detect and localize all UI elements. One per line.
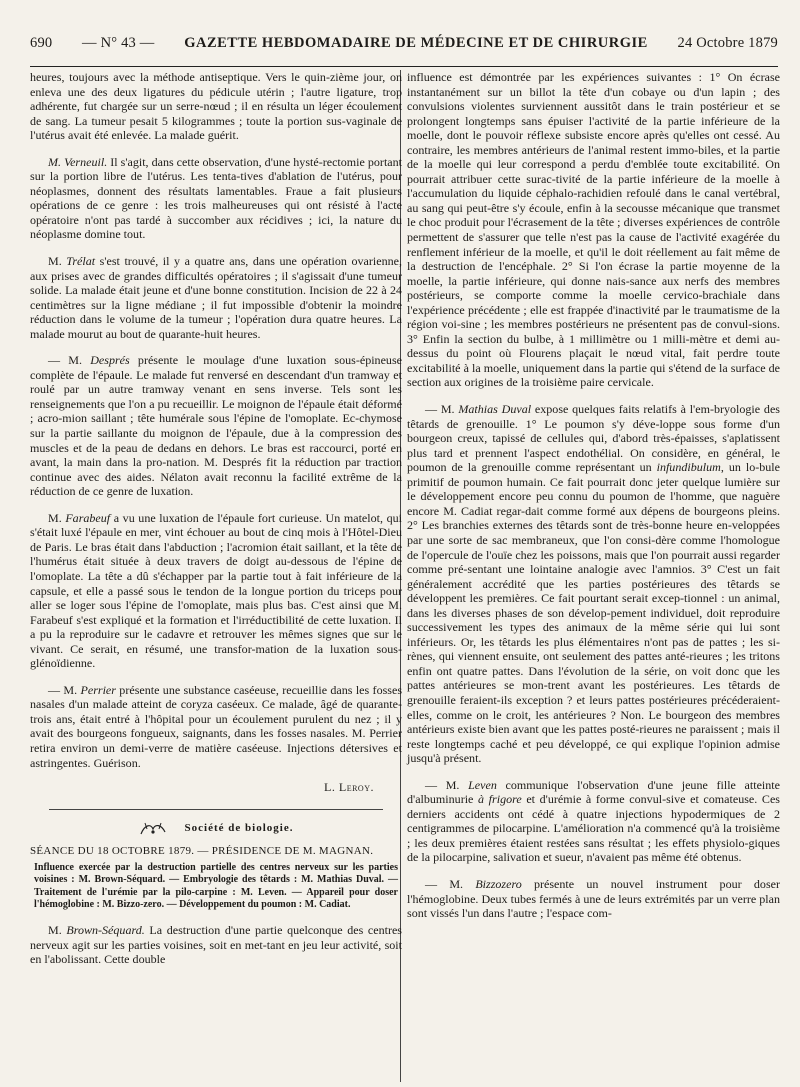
paragraph-text: présente le moulage d'une luxation sous-épineuse complète de l'épaule. Le malade fut renversé en descendant d'un tramway et roulé par un autre tramway venant en sens inverse. Tels sont les renseignements que l'on a pu recueillir. Le moignon de l'épaule était déformé ; acro-mion saillant ; tête humérale sous l'épine de l'omoplate. Ec-chymose sur la partie saillante du moignon de l'épaule, due à la compression des muscles et de la peau de dedans en dehors. Le bras est raccourci, porté en avant, la main dans la pro-nation. M. Després fit la réduction par traction continue avec des aides. Nélaton avait reconnu la facilité extrême de la réduction de ce genre de luxation. [30, 353, 402, 499]
page-number: 690 [30, 35, 53, 51]
signature: L. Leroy. [323, 780, 374, 795]
speaker-name: Brown-Séquard. [66, 922, 145, 937]
right-column [407, 70, 780, 921]
speaker-name: Trélat [66, 254, 96, 269]
speaker-name: Farabeuf [65, 510, 111, 525]
speaker-name: Leven [468, 777, 497, 792]
prefix: — M. [425, 402, 459, 417]
issue-number: — N° 43 — [82, 35, 155, 51]
paragraph: heures, toujours avec la méthode antiseptique. Vers le quin-zième jour, on enleva une des deux ligatures du pédicule utérin ; l'autre ligature, trop adhérente, fut chargée sur un serre-nœud ; il en résulta un léger écoulement de sang. La tumeur pesait 5 kilogrammes ; toute la portion sus-vaginale de l'utérus avait été enlevée. La malade guérit. [30, 70, 402, 143]
speaker-name: Perrier [80, 682, 116, 697]
prefix: — M. [48, 682, 81, 697]
paragraph [407, 778, 780, 865]
issue-date: 24 Octobre 1879 [677, 35, 778, 51]
paragraph [30, 254, 402, 341]
paragraph [407, 877, 780, 921]
session-line: SÉANCE DU 18 OCTOBRE 1879. — PRÉSIDENCE DE M. MAGNAN. [30, 844, 374, 857]
paragraph-text: s'est trouvé, il y a quatre ans, dans une opération ovarienne, aux prises avec de grandes difficultés opératoires ; il s'agissait d'une tumeur solide. La malade était jeune et d'une bonne constitution. Incision de 22 à 24 centimètres sur la ligne médiane ; il fut impossible d'obtenir la moindre réduction dans le volume de la tumeur ; l'opération dura quatre heures. La malade mourut au bout de quarante-huit heures. [30, 254, 402, 341]
paragraph [30, 511, 402, 671]
paragraph-text: expose quelques faits relatifs à l'em-bryologie des têtards de grenouille. 1° Le poumon s'y déve-loppe sous forme d'un bourgeon creux, tapissé de cellules qui, d'abord très-épaisses, s'aplatissent plus tard et prennent l'aspect endothélial. On considère, en général, le poumon de la grenouille comme représentant un [407, 402, 780, 475]
paragraph-text: , un lo-bule primitif de poumon humain. Ce fait pourrait donc jeter quelque lumière sur le développement encore peu connu du poumon de l'homme, que naguère encore M. Cadiat regar-dait comme formé aux dépens de bourgeons pleins. 2° Les branchies externes des têtards sont de très-bonne heure en-veloppées par une sorte de sac membraneux, que l'on consi-dère comme l'homologue de l'opercule de l'ouïe chez les poissons, mais que l'on pourrait aussi regarder comme pré-sentant une lointaine analogie avec l'amnios. 3° C'est un fait généralement accrédité que les parties postérieures des têtards se développent les premières. Ce fait pourtant serait excep-tionnel : un animal, dans les diverses phases de son dévelop-pement individuel, doit reproduire successivement les types des animaux de la même série qui lui sont inférieurs. Or, les têtards les plus élémentaires n'ont pas de pattes ; les si-rènes, qui viennent ensuite, ont seulement des pattes anté-rieures ; les tritons enfin ont quatre pattes. Dans l'évolution de la série, on voit donc que les pattes antérieures se mon-trent avant les postérieures. Les têtards de grenouille feraient-ils exception ? et leurs pattes postérieures précéderaient-elles, comme on le croit, les antérieures ? Non. Le bourgeon des membres antérieurs existe bien avant que les pattes posté-rieures ne paraissent ; mais il reste longtemps caché et peu développé, ce qui explique l'opinion admise jusqu'à présent. [407, 460, 780, 766]
prefix: — M. [425, 876, 476, 891]
paragraph-text: a vu une luxation de l'épaule fort curieuse. Un matelot, qui s'était luxé l'épaule en mer, vint échouer au bout de cinq mois à l'Hôtel-Dieu de Paris. Le bras était dans l'abduction ; l'acromion était saillant, et la tête de l'humérus était située à deux travers de doigt au-dessous de l'épine de l'omoplate. La tête a dû s'échapper par la partie tout à fait inférieure de la capsule, et elle a passé sous le tendon de la longue portion du triceps pour aller se loger sous l'épine de l'omoplate, mais plus bas. C'est ainsi que M. Farabeuf s'est expliqué et la formation et l'irréductibilité de cette luxation. Il a pu la reproduire sur le cadavre et retrouver les mêmes signes que sur le vivant. Ce serait, en résumé, une transfor-mation de la luxation sous-glénoïdienne. [30, 510, 402, 671]
prefix: M. [48, 510, 66, 525]
page-header [30, 35, 778, 57]
paragraph-text: présente un nouvel instrument pour doser l'hémoglobine. Deux tubes fermés à une de leurs extrémités par un verre plan sont vissés l'un dans l'autre ; l'espace com- [407, 876, 780, 921]
paragraph-text: et d'urémie à forme convul-sive et comateuse. Ces derniers accidents ont cédé à quatre injections hypodermiques de 2 centigrammes de pilocarpine. L'amélioration n'a commencé qu'à la troisième ; les deux premières étaient restées sans résultat ; les effets physiolo-giques de la pilocarpine, salivation et sueur, n'avaient pas même été obtenus. [407, 792, 780, 865]
speaker-name: M. Verneuil. [48, 154, 108, 169]
section-header [30, 820, 402, 838]
emphasis: infundibulum [656, 460, 721, 475]
left-column [30, 70, 402, 967]
prefix: — M. [425, 777, 469, 792]
paragraph [30, 923, 402, 967]
paragraph-text: présente une substance caséeuse, recueillie dans les fosses nasales d'un malade atteint de coryza caséeux. Ce malade, âgé de quarante-trois ans, était entré à l'hôpital pour un écoulement purulent du nez ; il y avait des bourgeons fongueux, saignants, dans les fosses nasales. M. Perrier retira environ un demi-verre de matière caséeuse. Injections détersives et astringentes. Guérison. [30, 682, 403, 770]
journal-title: GAZETTE HEBDOMADAIRE DE MÉDECINE ET DE CHIRURGIE [184, 35, 648, 51]
session-summary: Influence exercée par la destruction partielle des centres nerveux sur les parties voisines : M. Brown-Séquard. — Embryologie des têtards : M. Mathias Duval. — Traitement de l'urémie par la pilo-carpine : M. Leven. — Appareil pour doser l'hémoglobine : M. Bizzo-zero. — Développement du poumon : M. Cadiat. [34, 862, 398, 910]
speaker-name: Mathias Duval [458, 402, 532, 417]
paragraph-text: communique l'observation d'une jeune fille atteinte d'albuminurie [407, 777, 780, 807]
prefix: M. [48, 922, 67, 937]
paragraph [30, 155, 402, 242]
prefix: — M. [48, 353, 91, 368]
paragraph: influence est démontrée par les expériences suivantes : 1° On écrase instantanément sur un billot la tête d'un cobaye ou d'un lapin ; des convulsions violentes surviennent aussitôt dans le train postérieur et se prolongent longtemps sans épuiser l'activité de la partie inférieure de la moelle, dont le pouvoir réflexe subsiste encore après qu'elles ont cessé. Au contraire, les membres antérieurs de l'animal restent immo-biles, et la partie de la moelle qui leur correspond a perdu d'emblée toute excitabilité. On pourrait attribuer cette surac-tivité de la partie inférieure de la moelle à l'accumulation du liquide céphalo-rachidien refoulé dans le canal vertébral, au sang qui peut-être s'y écoule, enfin à la secousse mécanique que transmet le choc produit pour l'écrasement de la tête ; diverses expériences de contrôle permettent de s'assurer que telle n'est pas la cause de l'activité exagérée du renflement inférieur de la moelle, et qu'il le doit réellement au fait même de la destruction de l'encéphale. 2° Si l'on écrase la partie moyenne de la moelle, la partie inférieure, qui donne nais-sance aux nerfs des membres postérieurs, se comporte comme la moelle cervico-brachiale dans l'expérience précédente ; elle est frappée d'inactivité par le traumatisme de la région voi-sine ; les membres postérieurs ne présentent pas de convul-sions. 3° Enfin la section du bulbe, à 1 millimètre ou 1 milli-mètre et demi au-dessus du point où Flourens plaçait le nœud vital, fait perdre toute excitabilité à la moelle, uniquement dans la partie qui s'étend de la surface de section aux origines de la troisième paire cervicale. [407, 70, 780, 390]
flourish-ornament-icon [139, 820, 167, 838]
speaker-name: Després [90, 353, 130, 368]
paragraph-text: La destruction d'une partie quelconque des centres nerveux agit sur les parties voisines, soit en met-tant en jeu leur activité, soit en l'abolissant. Cette double [30, 922, 402, 967]
paragraph [407, 402, 780, 766]
header-rule [30, 66, 778, 67]
section-separator [49, 809, 384, 810]
emphasis: à frigore [478, 792, 522, 807]
section-title: Société de biologie. [184, 822, 294, 835]
speaker-name: Bizzozero [475, 876, 522, 891]
prefix: M. [48, 254, 67, 269]
paragraph [30, 683, 402, 770]
paragraph [30, 353, 402, 498]
paragraph-text: Il s'agit, dans cette observation, d'une hysté-rectomie portant sur la portion libre de l'utérus. Les tenta-tives d'ablation de l'utérus, pour néoplasmes, donnent des résultats lamentables. Fraue a fait plusieurs opérations de ce genre : les trois malheureuses qui ont résisté à l'acte opératoire n'ont pas tardé à succomber aux récidives ; ici, la nature du néoplasme domine tout. [30, 154, 403, 242]
